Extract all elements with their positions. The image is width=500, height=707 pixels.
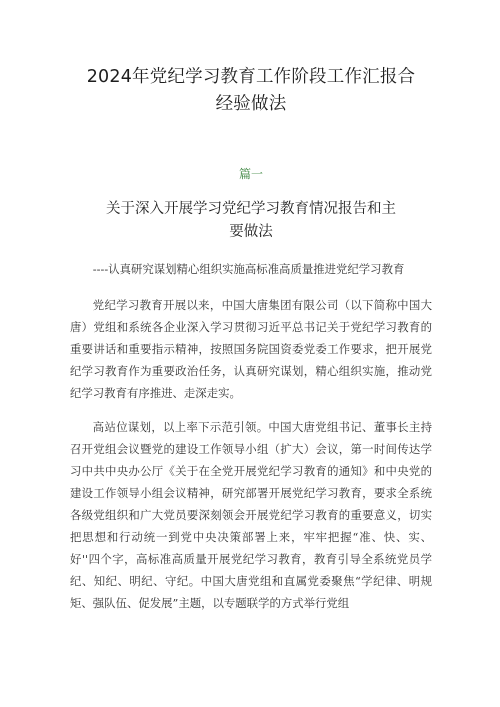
article-title-line-2: 要做法 (229, 224, 273, 240)
article-title (70, 198, 432, 244)
body-paragraph-2: 高站位谋划，以上率下示范引领。中国大唐党组书记、董事长主持召开党组会议暨党的建设工作领导小组（扩大）会议，第一时间传达学习中共中央办公厅《关于在全党开展党纪学习教育的通知》和中央党的建设工作领导小组会议精神，研究部署开展党纪学习教育，要求全系统各级党组织和广大党员要深刻领会开展党纪学习教育的重要意义，切实把思想和行动统一到党中央决策部署上来，牢牢把握“准、快、实、好''四个字，高标准高质量开展党纪学习教育，教育引导全系统党员学纪、知纪、明纪、守纪。中国大唐党组和直属党委聚焦“学纪律、明规矩、强队伍、促发展”主题，以专题联学的方式举行党组 (70, 420, 432, 610)
section-label: 篇一 (238, 167, 263, 181)
document-title-line-2: 经验做法 (215, 94, 287, 114)
body-paragraph-1: 党纪学习教育开展以来，中国大唐集团有限公司（以下简称中国大唐）党组和系统各企业深入学习贯彻习近平总书记关于党纪学习教育的重要讲话和重要指示精神，按照国务院国资委党委工作要求，把开展党纪学习教育作为重要政治任务，认真研究谋划，精心组织实施，推动党纪学习教育有序推进、走深走实。 (70, 298, 432, 400)
document-title-line-1: 2024年党纪学习教育工作阶段工作汇报合 (86, 67, 416, 87)
article-title-line-1: 关于深入开展学习党纪学习教育情况报告和主 (106, 201, 396, 217)
document-title (70, 64, 432, 118)
article-subtitle: ----认真研究谋划精心组织实施高标准高质量推进党纪学习教育 (92, 262, 405, 276)
